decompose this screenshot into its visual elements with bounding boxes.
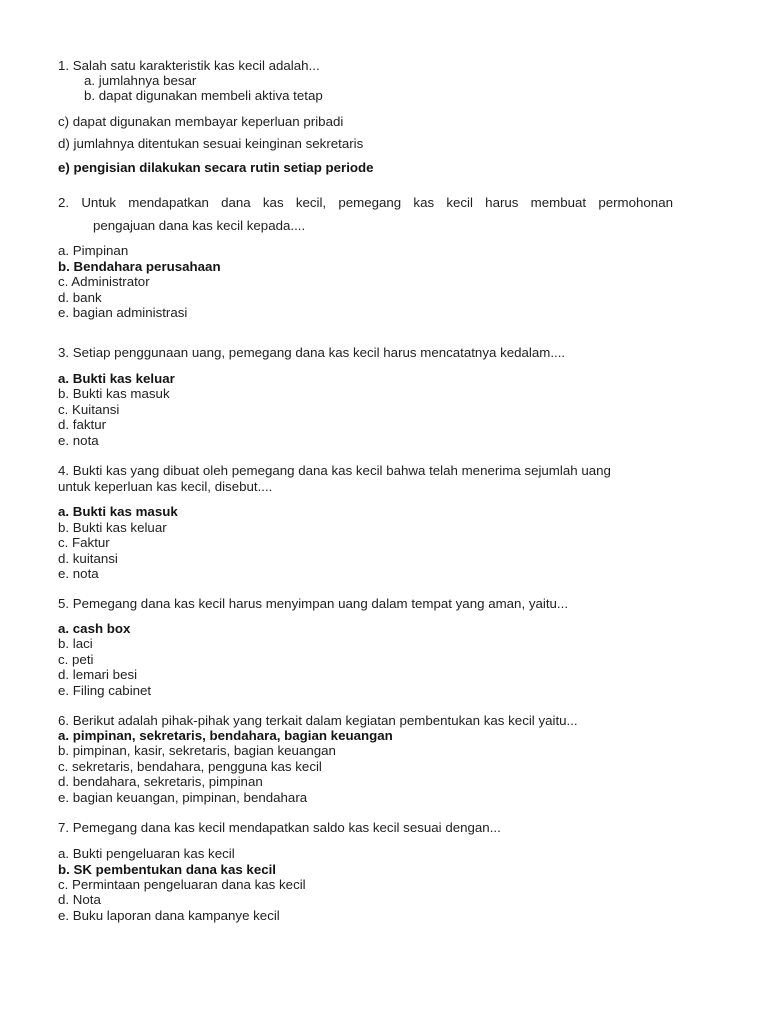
- q7-option-e: e. Buku laporan dana kampanye kecil: [58, 908, 280, 923]
- q4-option-e: e. nota: [58, 566, 99, 581]
- q7-option-d: d. Nota: [58, 892, 101, 907]
- q5-option-d: d. lemari besi: [58, 667, 138, 682]
- q5-option-c: c. peti: [58, 652, 94, 667]
- q4-option-d: d. kuitansi: [58, 551, 118, 566]
- q3-option-e: e. nota: [58, 433, 99, 448]
- q5-option-b: b. laci: [58, 636, 93, 651]
- q2-option-c: c. Administrator: [58, 274, 150, 289]
- question-1: 1. Salah satu karakteristik kas kecil adalah...: [58, 58, 320, 73]
- q2-option-e: e. bagian administrasi: [58, 305, 188, 320]
- q6-option-b: b. pimpinan, kasir, sekretaris, bagian keuangan: [58, 743, 336, 758]
- q7-option-c: c. Permintaan pengeluaran dana kas kecil: [58, 877, 306, 892]
- q3-option-c: c. Kuitansi: [58, 402, 120, 417]
- q2-option-a: a. Pimpinan: [58, 243, 129, 258]
- q1-option-d: d) jumlahnya ditentukan sesuai keinginan sekretaris: [58, 136, 364, 151]
- q3-option-d: d. faktur: [58, 417, 107, 432]
- q3-option-b: b. Bukti kas masuk: [58, 386, 170, 401]
- q7-option-b-answer: b. SK pembentukan dana kas kecil: [58, 862, 276, 877]
- question-6: 6. Berikut adalah pihak-pihak yang terkait dalam kegiatan pembentukan kas kecil yaitu...: [58, 713, 578, 728]
- q7-option-a: a. Bukti pengeluaran kas kecil: [58, 846, 235, 861]
- q1-option-c: c) dapat digunakan membayar keperluan pribadi: [58, 114, 344, 129]
- q6-option-c: c. sekretaris, bendahara, pengguna kas kecil: [58, 759, 322, 774]
- question-5: 5. Pemegang dana kas kecil harus menyimpan uang dalam tempat yang aman, yaitu...: [58, 596, 569, 611]
- q4-option-c: c. Faktur: [58, 535, 110, 550]
- q3-option-a-answer: a. Bukti kas keluar: [58, 371, 175, 386]
- q6-option-d: d. bendahara, sekretaris, pimpinan: [58, 774, 263, 789]
- q2-option-d: d. bank: [58, 290, 102, 305]
- question-3: 3. Setiap penggunaan uang, pemegang dana kas kecil harus mencatatnya kedalam....: [58, 345, 566, 360]
- q5-option-e: e. Filing cabinet: [58, 683, 152, 698]
- q6-option-e: e. bagian keuangan, pimpinan, bendahara: [58, 790, 308, 805]
- q4-option-a-answer: a. Bukti kas masuk: [58, 504, 178, 519]
- q6-option-a-answer: a. pimpinan, sekretaris, bendahara, bagian keuangan: [58, 728, 393, 743]
- question-2-line1: 2. Untuk mendapatkan dana kas kecil, pemegang kas kecil harus membuat permohonan: [58, 195, 673, 210]
- q1-option-e-answer: e) pengisian dilakukan secara rutin setiap periode: [58, 160, 374, 175]
- question-4-line2: untuk keperluan kas kecil, disebut....: [58, 479, 273, 494]
- question-4-line1: 4. Bukti kas yang dibuat oleh pemegang dana kas kecil bahwa telah menerima sejumlah uang: [58, 463, 611, 478]
- q2-option-b-answer: b. Bendahara perusahaan: [58, 259, 221, 274]
- q1-option-a: a. jumlahnya besar: [84, 73, 197, 88]
- q5-option-a-answer: a. cash box: [58, 621, 131, 636]
- q4-option-b: b. Bukti kas keluar: [58, 520, 167, 535]
- question-2-line2: pengajuan dana kas kecil kepada....: [93, 218, 306, 233]
- q1-option-b: b. dapat digunakan membeli aktiva tetap: [84, 88, 323, 103]
- question-7: 7. Pemegang dana kas kecil mendapatkan saldo kas kecil sesuai dengan...: [58, 820, 501, 835]
